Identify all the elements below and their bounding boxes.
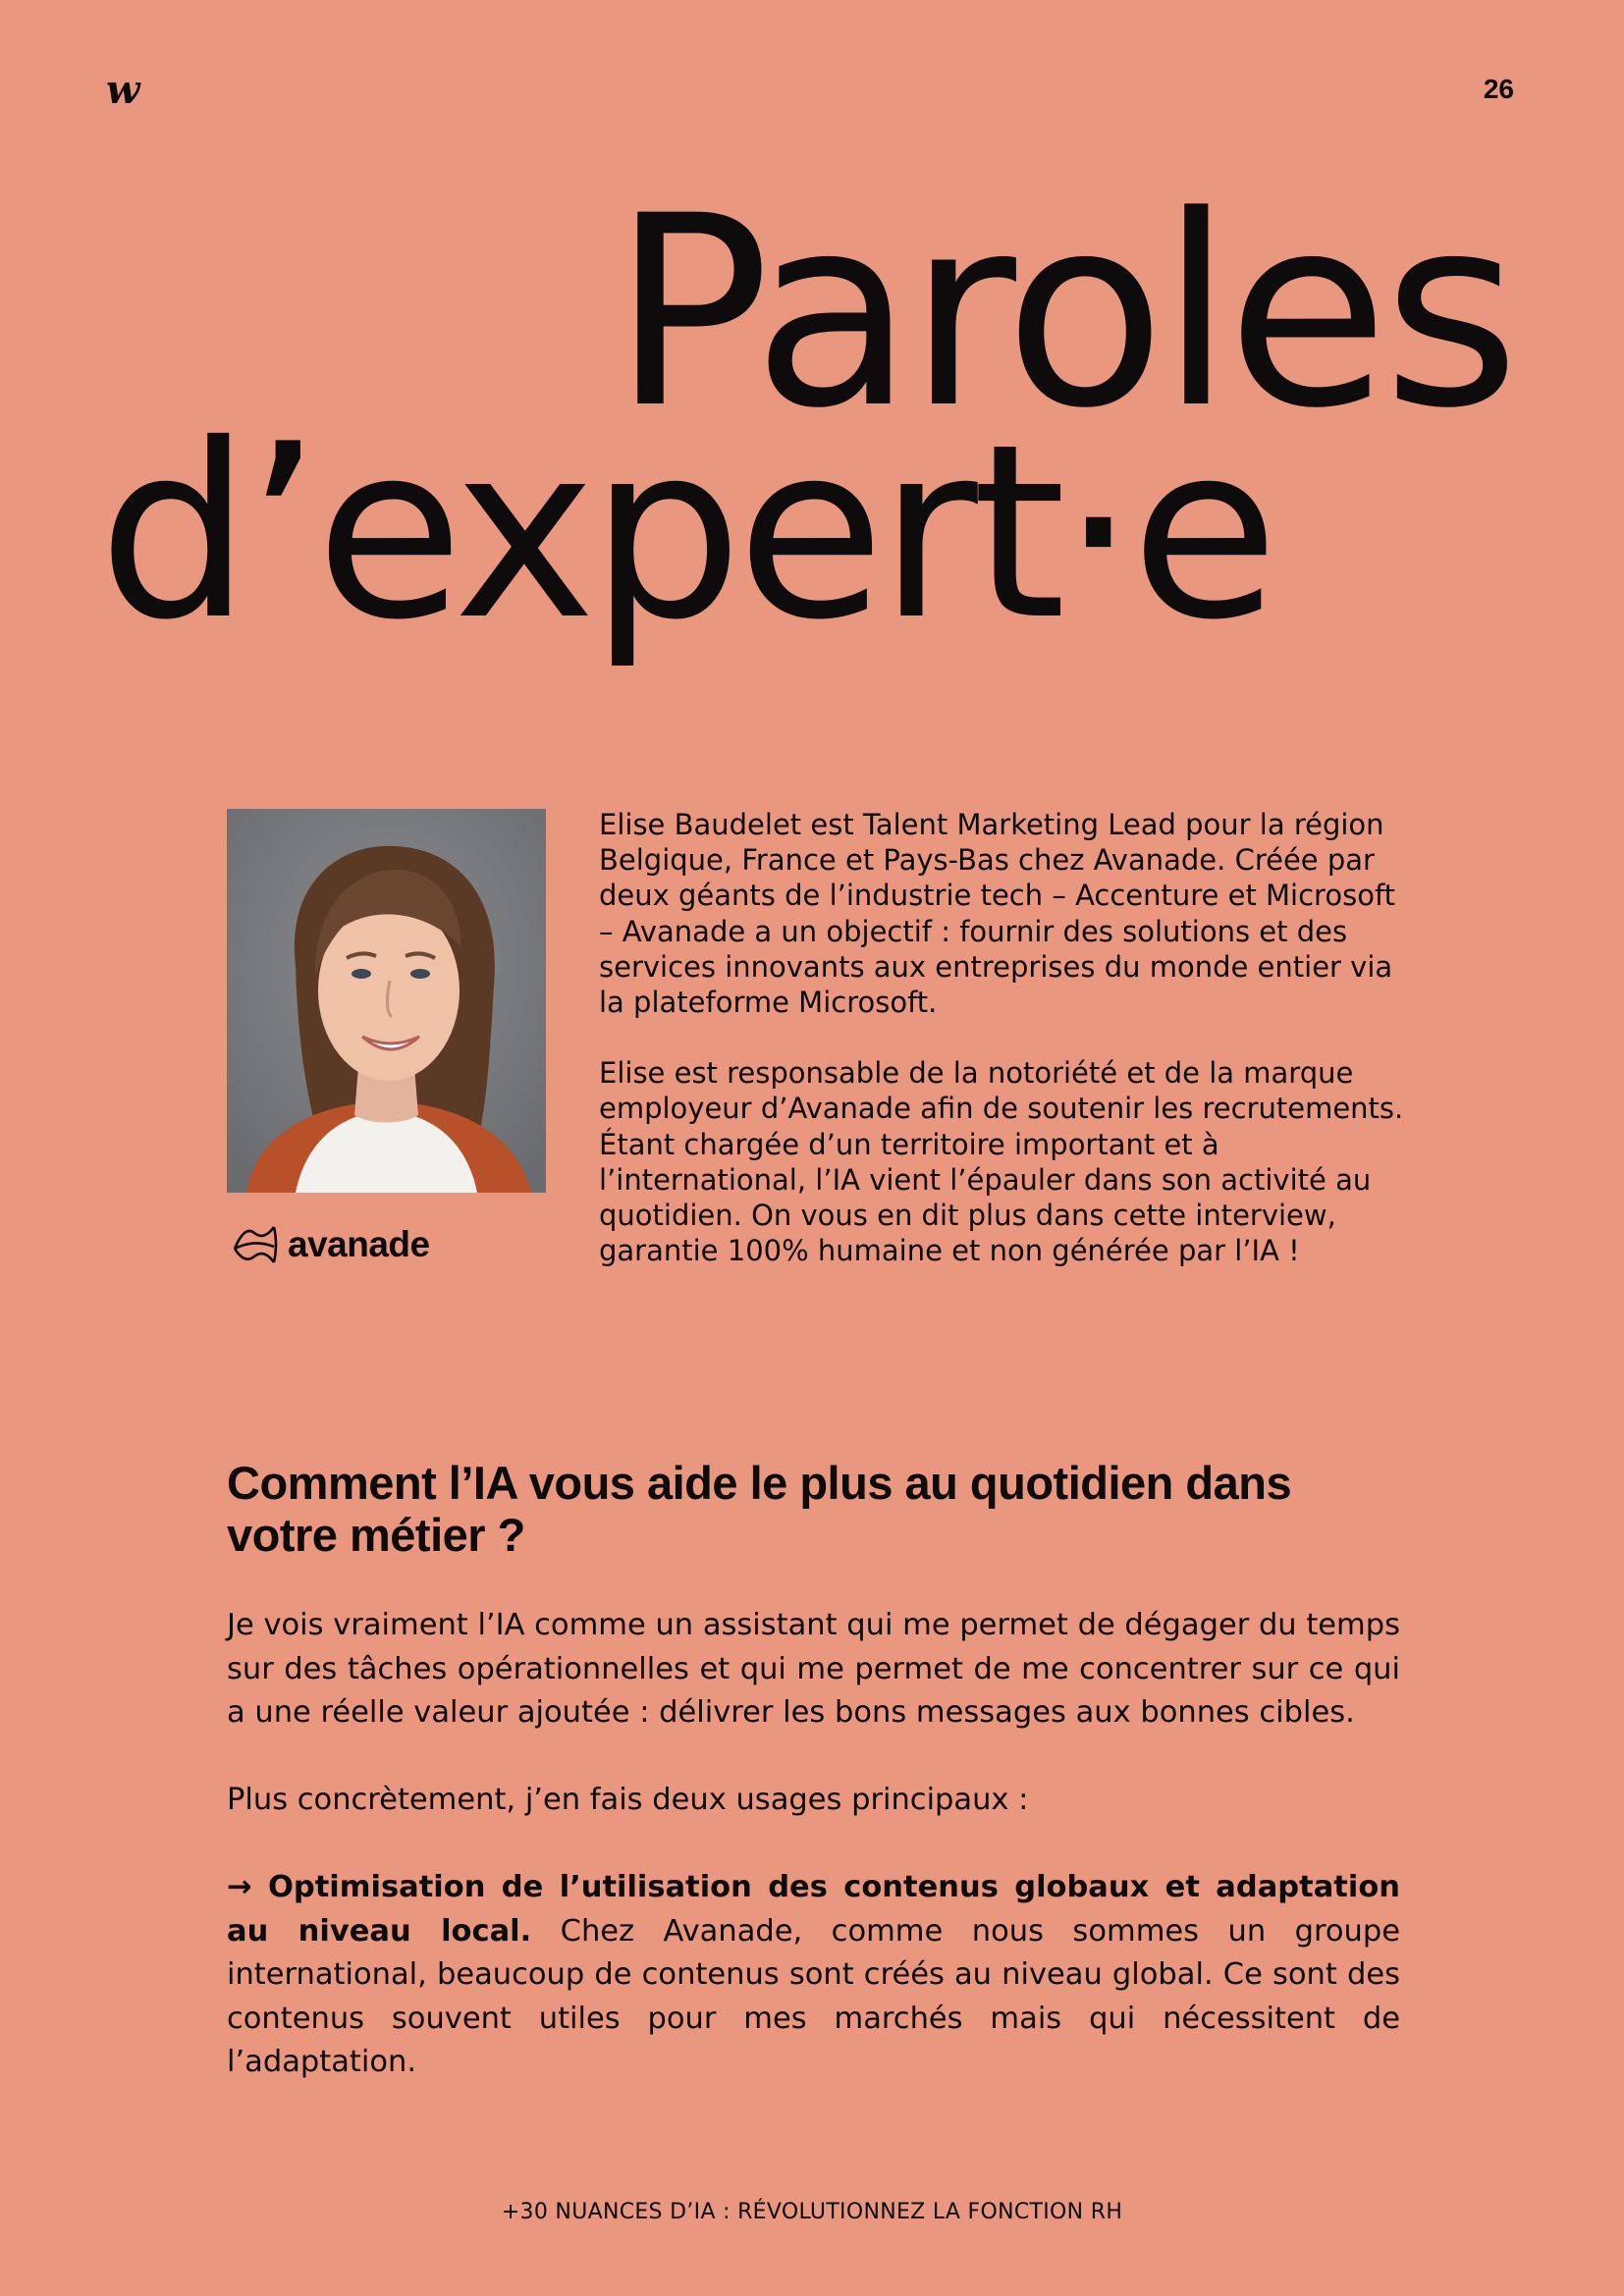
answer-paragraph: Plus concrètement, j’en fais deux usages principaux : — [227, 1783, 1029, 1817]
avanade-mark-icon — [229, 1219, 280, 1270]
interview-answer — [227, 1604, 1400, 2085]
usage-1-text: Chez Avanade, comme nous sommes un groupe international, beaucoup de contenus sont créés au niveau global. Ce sont des contenus souvent utiles pour mes marchés mais qui nécessitent de l’adaptation. — [227, 1913, 1400, 2079]
avanade-logo — [229, 1219, 430, 1270]
answer-paragraph-usage-1 — [227, 1866, 1400, 2085]
usage-1-title: → Optimisation de l’utilisation des contenus globaux et adaptation au niveau local. — [227, 1870, 1400, 1949]
footer-publication-title: +30 NUANCES D’IA : RÉVOLUTIONNEZ LA FONCTION RH — [501, 2200, 1123, 2224]
interview-question: Comment l’IA vous aide le plus au quotidien dans votre métier ? — [227, 1457, 1292, 1561]
page-title-line-1: Paroles — [611, 160, 1514, 466]
portrait-photo — [227, 809, 546, 1193]
answer-paragraph: Je vois vraiment l’IA comme un assistant qui me permet de dégager du temps sur des tâches opérationnelles et qui me permet de me concentrer sur ce qui a une réelle valeur ajoutée : délivrer les bons messages aux bonnes cibles. — [227, 1608, 1401, 1730]
bio-text — [599, 807, 1404, 1268]
brand-name: avanade — [288, 1224, 430, 1264]
bio-paragraph: Elise Baudelet est Talent Marketing Lead pour la région Belgique, France et Pays-Bas chez Avanade. Créée par deux géants de l’industrie tech – Accenture et Microsoft – Avanade a un objectif : fournir des solutions et des services innovants aux entreprises du monde entier via la plateforme Microsoft. — [599, 808, 1396, 1020]
page-title-line-2: d’expert·e — [98, 393, 1273, 672]
publisher-logo: w — [106, 67, 135, 113]
page-number: 26 — [1483, 74, 1514, 104]
bio-paragraph: Elise est responsable de la notoriété et de la marque employeur d’Avanade afin de soutenir les recrutements. Étant chargée d’un territoire important et à l’international, l’IA vient l’épauler dans son activité au quotidien. On vous en dit plus dans cette interview, garantie 100% humaine et non générée par l’IA ! — [599, 1056, 1404, 1268]
